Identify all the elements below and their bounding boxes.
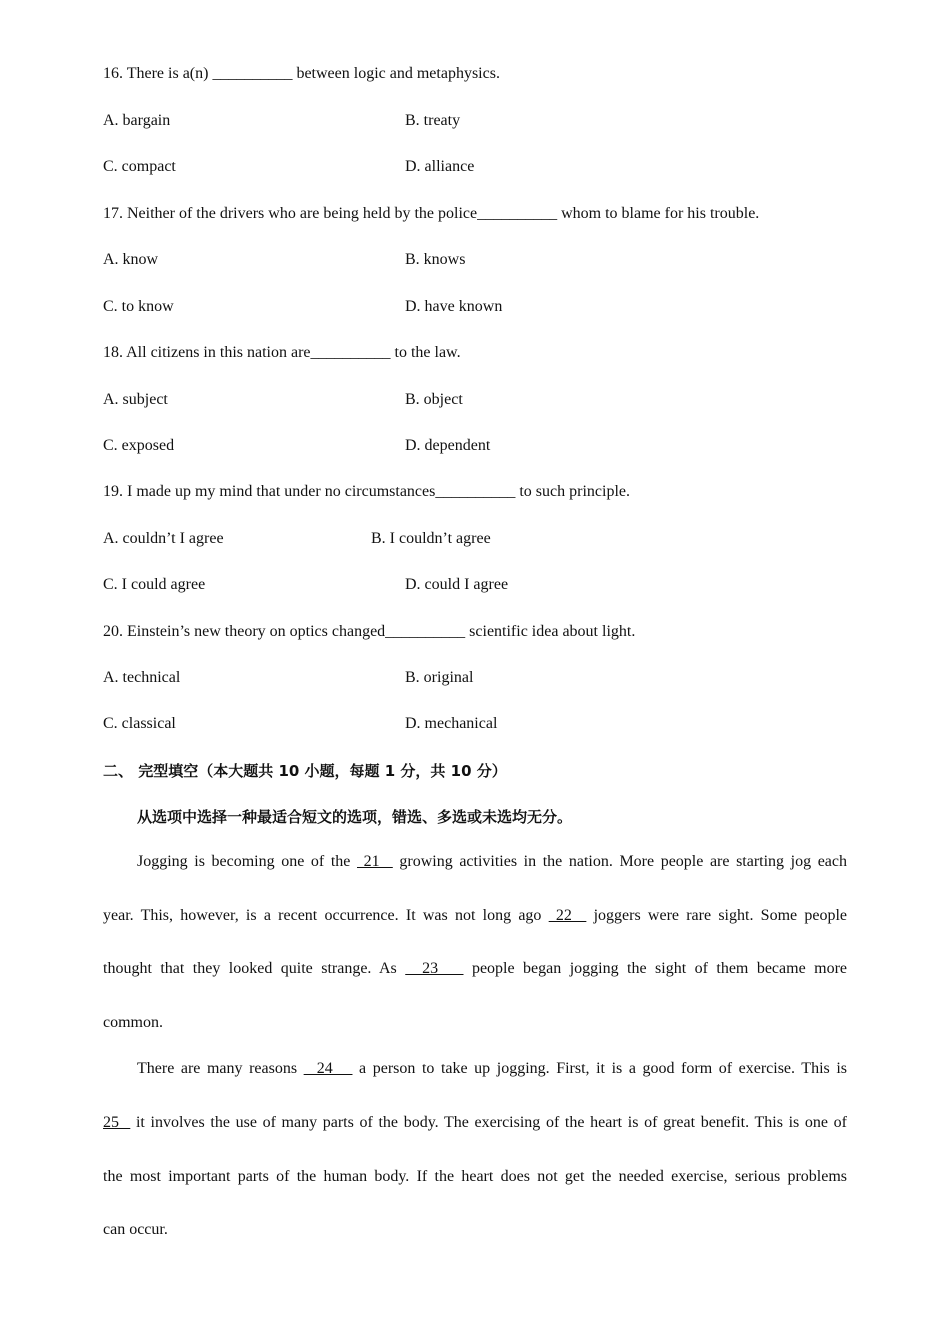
passage-text: a person to take up jogging. First, it is a good form of exercise. This is bbox=[352, 1060, 847, 1077]
passage-text: common. bbox=[103, 1014, 163, 1031]
blank-22: 22 bbox=[548, 907, 587, 924]
q19-option-a: A. couldn’t I agree bbox=[103, 530, 224, 547]
passage-p2-line-3 bbox=[103, 1167, 847, 1187]
q17-option-d: D. have known bbox=[405, 298, 503, 315]
passage-text: joggers were rare sight. Some people bbox=[586, 907, 847, 924]
question-20-options-row-1 bbox=[103, 668, 863, 688]
question-18-options-row-1 bbox=[103, 390, 863, 410]
question-17-options-row-1 bbox=[103, 250, 863, 270]
passage-p1-line-1 bbox=[137, 852, 847, 872]
q18-option-a: A. subject bbox=[103, 391, 168, 408]
blank-21: 21 bbox=[357, 853, 393, 870]
passage-text: Jogging is becoming one of the bbox=[137, 853, 357, 870]
blank-24: 24 bbox=[303, 1060, 353, 1077]
passage-p2-line-2 bbox=[103, 1113, 847, 1133]
q17-option-a: A. know bbox=[103, 251, 159, 268]
question-16-options-row-2 bbox=[103, 157, 863, 177]
passage-text: year. This, however, is a recent occurrence. It was not long ago bbox=[103, 907, 549, 924]
section-2-instruction: 从选项中选择一种最适合短文的选项，错选、多选或未选均无分。 bbox=[137, 808, 573, 826]
passage-p1-line-4 bbox=[103, 1013, 847, 1033]
q16-option-b: B. treaty bbox=[405, 112, 461, 129]
q16-option-d: D. alliance bbox=[405, 158, 475, 175]
question-16-stem: 16. There is a(n) __________ between logic and metaphysics. bbox=[103, 65, 500, 82]
passage-text: it involves the use of many parts of the body. The exercising of the heart is of great benefit. This is one of bbox=[130, 1114, 848, 1131]
question-19-options-row-2 bbox=[103, 575, 863, 595]
q19-option-c: C. I could agree bbox=[103, 576, 206, 593]
passage-p1-line-2 bbox=[103, 906, 847, 926]
q20-option-c: C. classical bbox=[103, 715, 176, 732]
blank-25: 25 bbox=[103, 1114, 131, 1131]
question-17-stem: 17. Neither of the drivers who are being held by the police__________ whom to blame for his trouble. bbox=[103, 205, 760, 222]
passage-p2-line-1 bbox=[137, 1059, 847, 1079]
question-16-options-row-1 bbox=[103, 111, 863, 131]
q16-option-c: C. compact bbox=[103, 158, 176, 175]
passage-text: There are many reasons bbox=[137, 1060, 304, 1077]
question-18-stem: 18. All citizens in this nation are__________ to the law. bbox=[103, 344, 461, 361]
question-20-stem: 20. Einstein’s new theory on optics changed__________ scientific idea about light. bbox=[103, 623, 636, 640]
question-17-options-row-2 bbox=[103, 297, 863, 317]
passage-text: the most important parts of the human body. If the heart does not get the needed exercise, serious problems bbox=[103, 1168, 847, 1185]
q20-option-a: A. technical bbox=[103, 669, 181, 686]
blank-23: 23 bbox=[405, 960, 464, 977]
question-18-options-row-2 bbox=[103, 436, 863, 456]
passage-text: people began jogging the sight of them became more bbox=[463, 960, 848, 977]
q18-option-c: C. exposed bbox=[103, 437, 175, 454]
section-2-heading: 二、 完型填空（本大题共 10 小题，每题 1 分，共 10 分） bbox=[103, 762, 507, 780]
q18-option-b: B. object bbox=[405, 391, 463, 408]
q18-option-d: D. dependent bbox=[405, 437, 491, 454]
passage-text: growing activities in the nation. More people are starting jog each bbox=[392, 853, 848, 870]
passage-p1-line-3 bbox=[103, 959, 847, 979]
q19-option-d: D. could I agree bbox=[405, 576, 509, 593]
q20-option-b: B. original bbox=[405, 669, 474, 686]
q17-option-b: B. knows bbox=[405, 251, 466, 268]
question-19-options-row-1 bbox=[103, 529, 863, 549]
q16-option-a: A. bargain bbox=[103, 112, 171, 129]
passage-text: can occur. bbox=[103, 1221, 168, 1238]
q20-option-d: D. mechanical bbox=[405, 715, 498, 732]
passage-p2-line-4 bbox=[103, 1220, 847, 1240]
q19-option-b: B. I couldn’t agree bbox=[371, 530, 491, 547]
question-20-options-row-2 bbox=[103, 714, 863, 734]
question-19-stem: 19. I made up my mind that under no circumstances__________ to such principle. bbox=[103, 483, 630, 500]
passage-text: thought that they looked quite strange. As bbox=[103, 960, 406, 977]
q17-option-c: C. to know bbox=[103, 298, 174, 315]
